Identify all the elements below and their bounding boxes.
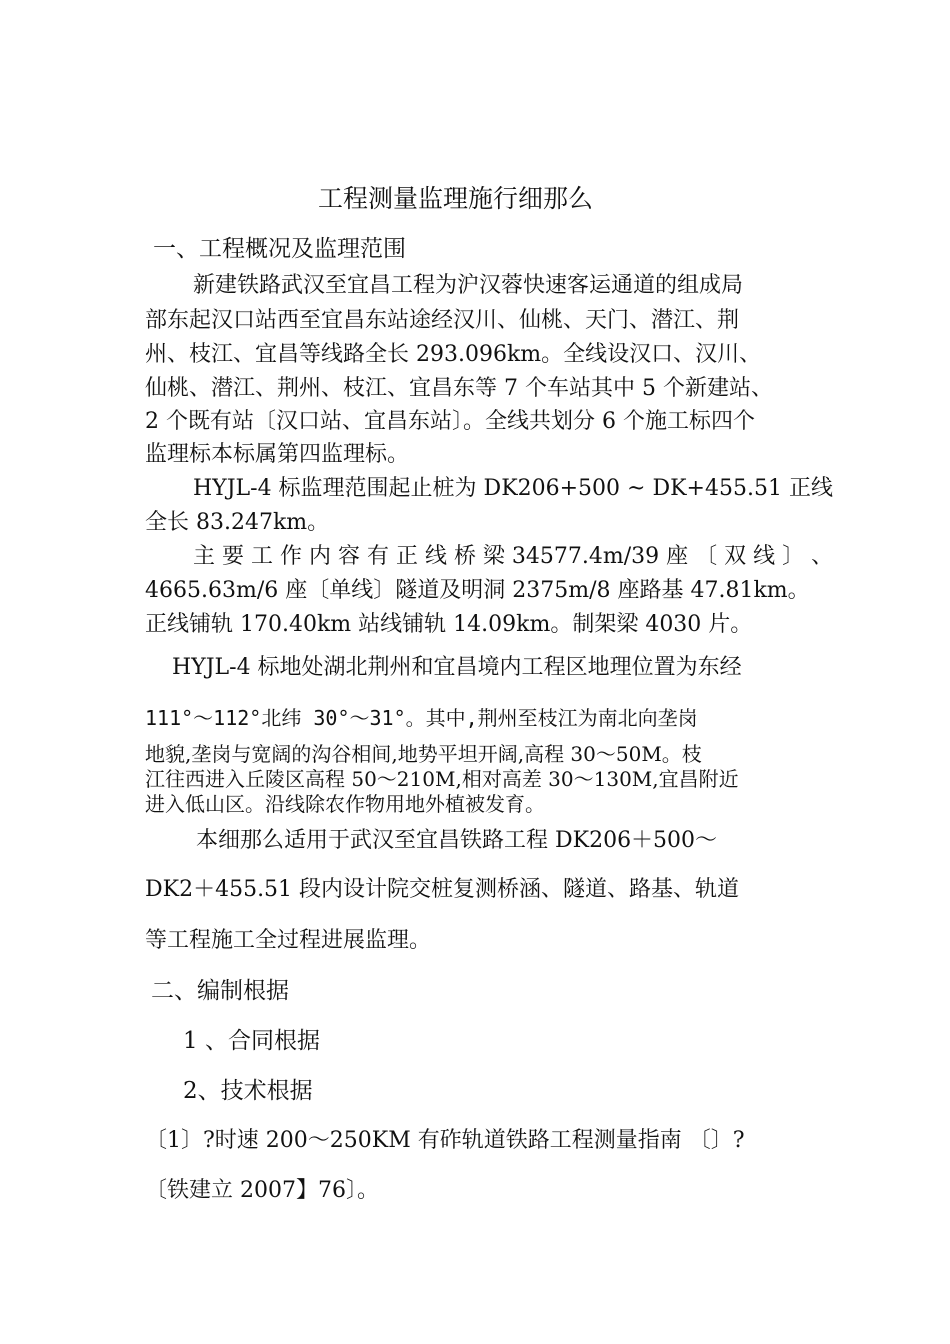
section-heading-overview: 一、工程概况及监理范围: [153, 236, 406, 262]
paragraph-line: 111°～112°北纬 30°～31°。其中,荆州至枝江为南北向垄岗: [145, 706, 698, 730]
paragraph-line: HYJL-4 标监理范围起止桩为 DK206+500 ~ DK+455.51 正线: [193, 476, 833, 501]
paragraph-line: 江往西进入丘陵区高程 50～210M,相对高差 30～130M,宜昌附近: [145, 767, 739, 791]
paragraph-line: 2 个既有站〔汉口站、宜昌东站〕。全线共划分 6 个施工标四个: [145, 409, 755, 434]
paragraph-line: DK2＋455.51 段内设计院交桩复测桥涵、隧道、路基、轨道: [145, 877, 740, 902]
list-item: 1 、合同根据: [183, 1028, 320, 1054]
reference-line: 〔铁建立 2007】76〕。: [145, 1178, 379, 1203]
paragraph-line: 正线铺轨 170.40km 站线铺轨 14.09km。制架梁 4030 片。: [145, 612, 753, 637]
paragraph-line: 监理标本标属第四监理标。: [145, 442, 410, 467]
reference-line: 〔1〕?时速 200～250KM 有砟轨道铁路工程测量指南 〔〕?: [145, 1128, 745, 1153]
paragraph-line: 等工程施工全过程进展监理。: [145, 928, 432, 953]
paragraph-line: 4665.63m/6 座〔单线〕隧道及明洞 2375m/8 座路基 47.81km。: [145, 578, 810, 603]
paragraph-line: 新建铁路武汉至宜昌工程为沪汉蓉快速客运通道的组成局: [193, 273, 744, 298]
list-item: 2、技术根据: [183, 1078, 313, 1104]
paragraph-line: 全长 83.247km。: [145, 510, 330, 535]
section-heading-basis: 二、编制根据: [151, 978, 289, 1004]
paragraph-line: 部东起汉口站西至宜昌东站途经汉川、仙桃、天门、潜江、荆: [145, 308, 740, 333]
paragraph-line: 仙桃、潜江、荆州、枝江、宜昌东等 7 个车站其中 5 个新建站、: [145, 376, 773, 401]
paragraph-line: HYJL-4 标地处湖北荆州和宜昌境内工程区地理位置为东经: [172, 655, 742, 680]
document-title: 工程测量监理施行细那么: [318, 184, 594, 213]
paragraph-line: 地貌,垄岗与宽阔的沟谷相间,地势平坦开阔,高程 30～50M。枝: [145, 742, 702, 766]
paragraph-line: 主 要 工 作 内 容 有 正 线 桥 梁 34577.4m/39 座 〔 双 线 〕 、: [193, 544, 834, 569]
paragraph-line: 本细那么适用于武汉至宜昌铁路工程 DK206＋500～: [196, 828, 718, 853]
paragraph-line: 州、枝江、宜昌等线路全长 293.096km。全线设汉口、汉川、: [145, 342, 762, 367]
paragraph-line: 进入低山区。沿线除农作物用地外植被发育。: [145, 792, 545, 816]
